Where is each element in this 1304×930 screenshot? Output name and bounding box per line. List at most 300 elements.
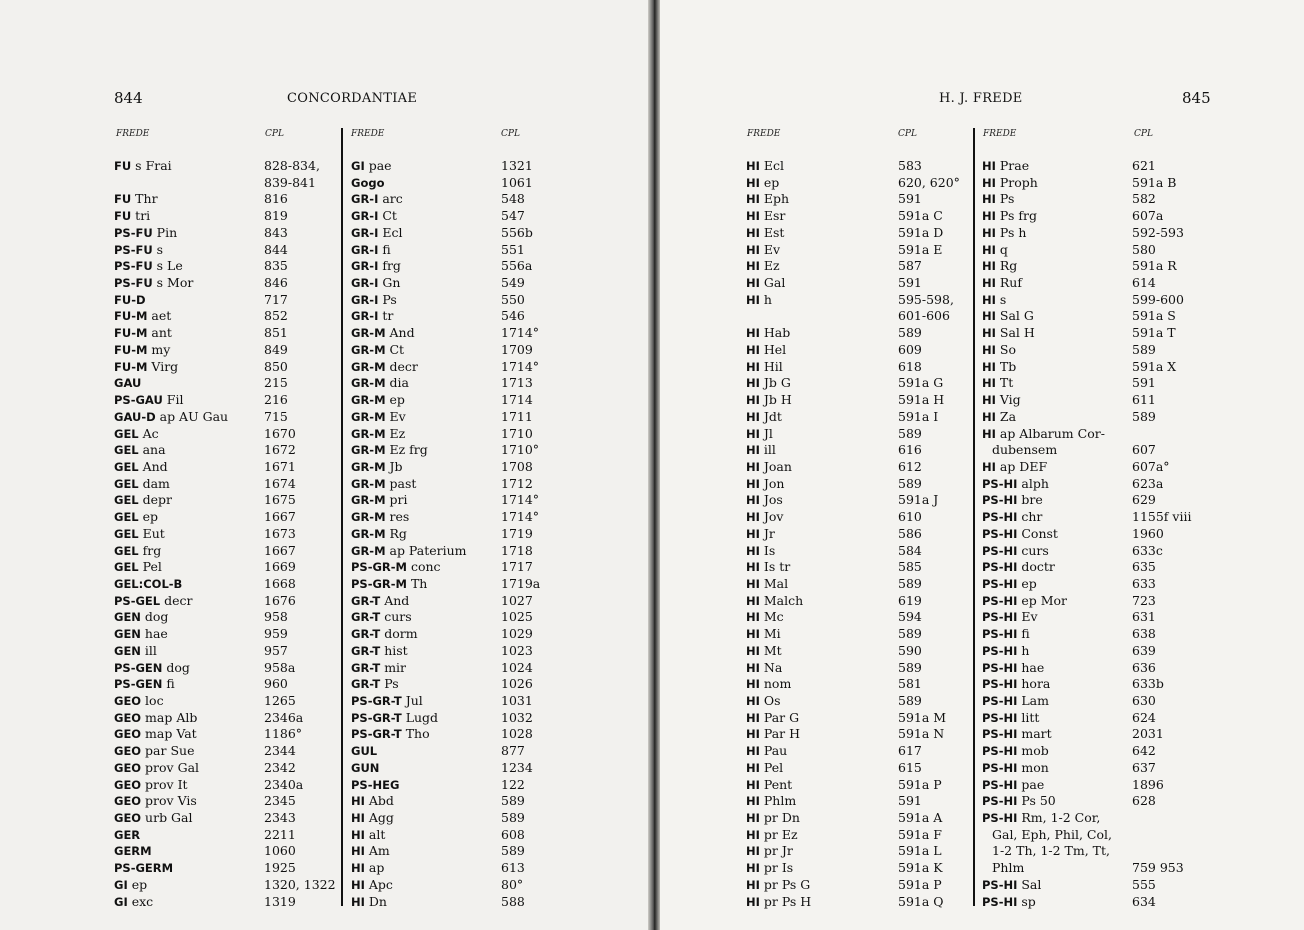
entry-cpl-number: 2343 — [264, 810, 296, 826]
siglum-work: Ez — [385, 425, 406, 441]
index-entry — [114, 777, 336, 794]
index-entry — [982, 308, 1207, 325]
index-entry — [351, 877, 526, 894]
siglum-work: Ez frg — [385, 442, 428, 458]
entry-cpl-number: 636 — [1132, 659, 1156, 675]
siglum-work: Dn — [364, 893, 387, 909]
entry-cpl-number: 551 — [501, 241, 525, 257]
siglum-work: Jl — [759, 425, 773, 441]
siglum-work: pae — [364, 158, 392, 173]
siglum-author: HI — [746, 710, 760, 725]
siglum-author: GEL — [114, 543, 139, 558]
siglum-author: GAU — [114, 376, 142, 391]
siglum-author: FU — [114, 209, 132, 224]
siglum-author: PS-HI — [982, 777, 1018, 792]
siglum-author: HI — [746, 760, 760, 775]
entry-cpl-number: 589 — [898, 575, 922, 591]
siglum-author: HI — [746, 610, 760, 625]
siglum-author: HI — [746, 225, 760, 240]
entry-siglum — [982, 426, 1105, 443]
entry-siglum — [746, 777, 792, 794]
siglum-work: pr Dn — [759, 810, 800, 826]
index-entry — [351, 743, 526, 760]
entry-cpl-number: 591a I — [898, 408, 939, 424]
siglum-author: PS-GEN — [114, 660, 163, 675]
siglum-author: GEL — [114, 510, 139, 525]
entry-cpl-number: 1676 — [264, 592, 296, 608]
entry-cpl-number: 1713 — [501, 375, 533, 391]
index-entry — [114, 426, 336, 443]
siglum-work: aet — [147, 308, 172, 324]
entry-siglum — [746, 158, 784, 175]
entry-siglum — [982, 175, 1038, 192]
entry-siglum — [114, 559, 162, 576]
index-entry — [351, 525, 533, 543]
siglum-work: Jov — [759, 509, 784, 525]
siglum-author: HI — [746, 794, 760, 809]
siglum-work: dia — [385, 375, 409, 391]
siglum-work: past — [385, 475, 417, 491]
siglum-work: Eph — [759, 191, 790, 207]
siglum-work: my — [147, 341, 171, 357]
siglum-work: Ac — [138, 425, 159, 441]
siglum-author: GR-M — [351, 459, 386, 474]
index-entry — [982, 509, 1207, 526]
siglum-author: HI — [982, 192, 996, 207]
entry-siglum — [982, 308, 1034, 325]
siglum-work: 1-2 Th, 1-2 Tm, Tt, — [992, 843, 1111, 859]
siglum-author: HI — [746, 376, 760, 391]
entry-siglum — [351, 743, 377, 760]
entry-siglum — [114, 710, 197, 727]
index-entry — [746, 292, 968, 309]
entry-cpl-number: 618 — [898, 358, 922, 374]
entry-cpl-number: 556b — [501, 224, 533, 240]
entry-cpl-number: 2342 — [264, 759, 296, 775]
index-entry — [982, 158, 1207, 175]
siglum-work: Fil — [162, 392, 184, 408]
siglum-author: PS-GR-T — [351, 727, 402, 742]
entry-siglum — [746, 392, 792, 409]
index-entry — [351, 810, 526, 827]
index-entry — [114, 643, 336, 660]
siglum-author: FU-M — [114, 342, 148, 357]
index-column — [982, 158, 1207, 910]
entry-cpl-number: 1710 — [501, 425, 533, 441]
siglum-work: ep — [127, 876, 148, 892]
entry-siglum — [351, 208, 397, 225]
entry-cpl-number: 629 — [1132, 492, 1156, 508]
siglum-work: Ps 50 — [1017, 793, 1056, 809]
index-entry — [114, 593, 336, 610]
entry-cpl-number: 1668 — [264, 575, 296, 591]
page-number-right: 845 — [1182, 89, 1211, 107]
entry-siglum — [746, 476, 784, 493]
entry-cpl-number: 590 — [898, 642, 922, 658]
siglum-work: Phlm — [992, 860, 1025, 876]
entry-cpl-number: 1718 — [501, 542, 533, 558]
siglum-author: PS-HI — [982, 677, 1018, 692]
siglum-work: s — [995, 291, 1007, 307]
index-entry — [746, 660, 968, 677]
entry-cpl-number: 589 — [501, 810, 525, 826]
siglum-work: Lam — [1017, 693, 1049, 708]
index-entry — [114, 726, 336, 743]
entry-cpl-number: 589 — [501, 843, 525, 859]
entry-cpl-number: 589 — [501, 793, 525, 809]
siglum-author: HI — [746, 694, 760, 708]
entry-cpl-number: 1028 — [501, 726, 533, 742]
entry-siglum — [114, 843, 152, 860]
entry-siglum — [982, 894, 1036, 911]
entry-cpl-number: 958a — [264, 659, 296, 675]
index-entry — [114, 693, 336, 710]
left-page — [0, 0, 648, 930]
entry-siglum — [746, 426, 773, 443]
index-entry — [982, 643, 1207, 660]
siglum-author: HI — [746, 894, 760, 909]
siglum-work: tri — [131, 208, 151, 224]
entry-siglum — [746, 258, 780, 275]
index-entry — [351, 425, 533, 443]
index-entry — [746, 676, 968, 693]
entry-siglum — [982, 459, 1047, 476]
entry-cpl-number: 1321 — [501, 158, 533, 173]
siglum-work: Est — [759, 224, 785, 240]
siglum-work: curs — [380, 609, 412, 625]
index-entry — [114, 225, 336, 242]
entry-cpl-number: 633 — [1132, 575, 1156, 591]
siglum-work: Esr — [759, 208, 786, 224]
siglum-work: Pel — [138, 559, 162, 575]
siglum-author: GEL — [114, 476, 139, 491]
siglum-author: HI — [746, 861, 760, 876]
entry-siglum — [746, 877, 810, 894]
siglum-work: urb Gal — [141, 810, 193, 826]
siglum-author: HI — [982, 259, 996, 274]
entry-cpl-number: 633b — [1132, 676, 1164, 692]
index-entry — [351, 575, 541, 593]
entry-siglum — [351, 660, 406, 677]
siglum-work: ep — [759, 174, 780, 190]
siglum-author: HI — [351, 861, 365, 876]
entry-siglum — [114, 208, 150, 225]
siglum-author: GEN — [114, 643, 141, 658]
siglum-work: Virg — [147, 358, 179, 374]
siglum-author: PS-GR-T — [351, 710, 402, 725]
siglum-author: GEL — [114, 560, 139, 575]
siglum-work: Ruf — [995, 275, 1022, 291]
entry-siglum — [351, 242, 391, 259]
siglum-author: GERM — [114, 844, 152, 859]
entry-cpl-number: 717 — [264, 291, 288, 307]
entry-cpl-number: 591a S — [1132, 308, 1176, 324]
siglum-author: GR-I — [351, 259, 379, 274]
entry-cpl-number: 1671 — [264, 458, 296, 474]
siglum-work: prov It — [141, 776, 188, 792]
siglum-work: Ps frg — [995, 208, 1037, 224]
siglum-work: Is tr — [759, 559, 791, 575]
entry-siglum — [982, 526, 1058, 543]
siglum-author: GER — [114, 827, 141, 842]
siglum-author: HI — [351, 877, 365, 892]
entry-siglum — [351, 593, 409, 610]
index-entry — [982, 810, 1207, 827]
entry-siglum — [746, 359, 783, 376]
siglum-author: PS-GEN — [114, 677, 163, 692]
entry-cpl-number: 584 — [898, 542, 922, 558]
entry-siglum — [982, 576, 1037, 593]
entry-siglum — [114, 676, 175, 693]
siglum-author: GEO — [114, 760, 142, 775]
siglum-author: PS-GR-M — [351, 576, 407, 591]
entry-cpl-number: 591a Q — [898, 893, 944, 909]
siglum-work: bre — [1017, 492, 1043, 508]
index-entry — [114, 559, 336, 576]
entry-cpl-number: 637 — [1132, 759, 1156, 775]
page-number-left: 844 — [114, 89, 143, 107]
entry-cpl-number: 591a G — [898, 375, 944, 391]
index-entry — [114, 509, 336, 526]
entry-cpl-number: 846 — [264, 275, 288, 291]
siglum-author: FU-M — [114, 359, 148, 374]
siglum-work: Jb G — [759, 375, 791, 391]
index-entry — [114, 827, 336, 844]
entry-cpl-number: 1025 — [501, 609, 533, 625]
entry-siglum — [351, 643, 408, 660]
siglum-author: GEL — [114, 443, 139, 458]
entry-siglum — [746, 693, 781, 710]
index-entry — [982, 375, 1207, 392]
entry-cpl-number: 589 — [898, 475, 922, 491]
index-entry — [351, 174, 533, 192]
siglum-work: Am — [364, 843, 390, 859]
index-entry — [114, 710, 336, 727]
entry-siglum — [982, 877, 1041, 894]
index-entry — [746, 325, 968, 342]
siglum-author: GR-T — [351, 610, 381, 625]
entry-cpl-number: 1667 — [264, 542, 296, 558]
entry-siglum — [746, 743, 787, 760]
entry-cpl-number: 591a K — [898, 860, 943, 876]
entry-cpl-number: 589 — [1132, 341, 1156, 357]
siglum-author: HI — [982, 326, 996, 341]
entry-siglum — [746, 375, 791, 392]
siglum-work: Ev — [1017, 609, 1038, 625]
index-entry — [351, 843, 526, 860]
entry-cpl-number: 616 — [898, 442, 922, 458]
siglum-work: Mal — [759, 575, 789, 591]
entry-siglum — [746, 760, 783, 777]
index-entry — [982, 894, 1207, 911]
col-header-frede: FREDE — [747, 129, 781, 139]
siglum-author: HI — [746, 543, 760, 558]
siglum-author: HI — [746, 777, 760, 792]
entry-cpl-number: 615 — [898, 759, 922, 775]
entry-cpl-number: 607a° — [1132, 458, 1170, 474]
siglum-author: HI — [746, 443, 760, 458]
siglum-work: Tt — [995, 375, 1014, 391]
index-entry — [746, 593, 968, 610]
entry-cpl-number: 839-841 — [264, 174, 316, 190]
siglum-work: Const — [1017, 525, 1058, 541]
index-entry — [351, 793, 526, 810]
entry-siglum — [114, 593, 192, 610]
index-entry — [114, 492, 336, 509]
siglum-author: GR-T — [351, 643, 381, 658]
siglum-author: PS-HI — [982, 576, 1018, 591]
index-entry — [746, 225, 968, 242]
siglum-work: curs — [1017, 542, 1049, 558]
entry-siglum — [982, 375, 1013, 392]
index-entry — [982, 576, 1207, 593]
entry-cpl-number: 1672 — [264, 442, 296, 458]
entry-siglum — [982, 509, 1042, 526]
index-entry — [746, 843, 968, 860]
index-entry — [982, 409, 1207, 426]
siglum-author: FU-M — [114, 326, 148, 341]
entry-cpl-number: 599-600 — [1132, 291, 1184, 307]
siglum-author: HI — [746, 426, 760, 441]
siglum-work: Prae — [995, 158, 1030, 173]
index-entry — [746, 609, 968, 626]
siglum-work: ant — [147, 325, 172, 341]
index-entry — [114, 308, 336, 325]
siglum-work: Mc — [759, 609, 784, 625]
siglum-work: Gal — [759, 275, 786, 291]
index-entry — [746, 258, 968, 275]
index-entry — [114, 292, 336, 309]
entry-cpl-number: 591a P — [898, 776, 942, 792]
index-entry — [114, 375, 336, 392]
siglum-work: ep — [138, 509, 158, 525]
entry-cpl-number: 591a P — [898, 876, 942, 892]
siglum-author: HI — [746, 627, 760, 642]
siglum-author: FU-M — [114, 309, 148, 324]
index-entry — [114, 894, 336, 911]
siglum-work: pr Is — [759, 860, 794, 876]
entry-cpl-number: 1719 — [501, 525, 533, 541]
index-entry — [982, 492, 1207, 509]
entry-siglum — [982, 843, 1110, 860]
index-entry — [746, 877, 968, 894]
entry-cpl-number: 1711 — [501, 408, 533, 424]
entry-siglum — [351, 843, 390, 860]
index-entry — [746, 543, 968, 560]
index-entry — [351, 709, 533, 727]
index-entry — [351, 208, 526, 225]
entry-siglum — [746, 543, 775, 560]
index-entry — [114, 793, 336, 810]
siglum-author: FU — [114, 192, 132, 207]
siglum-work: conc — [407, 559, 441, 575]
entry-siglum — [114, 275, 193, 292]
siglum-author: GUL — [351, 744, 378, 759]
entry-siglum — [351, 492, 407, 509]
entry-cpl-number: 588 — [501, 893, 525, 909]
index-entry — [982, 359, 1207, 376]
siglum-work: Sal — [1017, 876, 1042, 892]
siglum-work: mon — [1017, 759, 1049, 775]
entry-cpl-number: 958 — [264, 609, 288, 625]
entry-cpl-number: 621 — [1132, 158, 1156, 173]
index-entry — [982, 760, 1207, 777]
siglum-work: ep — [385, 392, 405, 408]
entry-cpl-number: 959 — [264, 626, 288, 642]
entry-siglum — [982, 543, 1049, 560]
entry-cpl-number: 611 — [1132, 392, 1156, 408]
siglum-work: chr — [1017, 509, 1043, 525]
entry-siglum — [351, 292, 397, 309]
index-entry — [114, 459, 336, 476]
siglum-work: doctr — [1017, 559, 1055, 575]
entry-cpl-number: 1061 — [501, 174, 533, 190]
siglum-author: HI — [746, 242, 760, 257]
entry-siglum — [982, 559, 1055, 576]
siglum-work: ep — [1017, 575, 1037, 591]
siglum-work: Jon — [759, 475, 785, 491]
index-entry — [114, 258, 336, 275]
entry-siglum — [982, 810, 1100, 827]
entry-cpl-number: 609 — [898, 341, 922, 357]
siglum-author: PS-GEL — [114, 593, 161, 608]
index-entry — [982, 743, 1207, 760]
index-entry — [114, 760, 336, 777]
entry-cpl-number: 1029 — [501, 626, 533, 642]
entry-siglum — [746, 175, 779, 192]
index-column — [746, 158, 968, 910]
entry-siglum — [114, 810, 193, 827]
entry-cpl-number: 2031 — [1132, 726, 1164, 742]
index-entry — [351, 509, 540, 526]
entry-cpl-number: 638 — [1132, 626, 1156, 642]
index-entry — [982, 208, 1207, 225]
entry-cpl-number: 601-606 — [898, 308, 950, 324]
index-entry — [746, 777, 968, 794]
entry-cpl-number: 1670 — [264, 425, 296, 441]
entry-cpl-number: 1714° — [501, 492, 540, 508]
entry-cpl-number: 591a F — [898, 826, 942, 842]
entry-cpl-number: 591a L — [898, 843, 942, 859]
siglum-author: HI — [982, 159, 996, 173]
entry-cpl-number: 591 — [1132, 375, 1156, 391]
entry-cpl-number: 1714 — [501, 392, 533, 408]
entry-siglum — [114, 576, 182, 593]
entry-siglum — [351, 676, 399, 693]
entry-siglum — [114, 191, 158, 208]
siglum-author: PS-FU — [114, 276, 153, 291]
siglum-author: PS-HI — [982, 744, 1018, 759]
entry-cpl-number: 1155f viii — [1132, 509, 1192, 525]
siglum-author: HI — [746, 159, 760, 173]
entry-siglum — [746, 827, 798, 844]
entry-siglum — [351, 626, 418, 643]
siglum-work: Pau — [759, 743, 788, 759]
index-entry — [351, 158, 533, 175]
siglum-work: Eut — [138, 525, 165, 541]
entry-siglum — [982, 626, 1030, 643]
entry-cpl-number: 1960 — [1132, 525, 1164, 541]
entry-cpl-number: 1031 — [501, 693, 533, 708]
index-entry — [351, 191, 526, 208]
entry-siglum — [351, 877, 393, 894]
siglum-author: GR-I — [351, 242, 379, 257]
entry-siglum — [982, 710, 1039, 727]
entry-siglum — [982, 225, 1026, 242]
entry-cpl-number: 591 — [898, 275, 922, 291]
entry-cpl-number: 1023 — [501, 642, 533, 658]
entry-cpl-number: 642 — [1132, 743, 1156, 759]
